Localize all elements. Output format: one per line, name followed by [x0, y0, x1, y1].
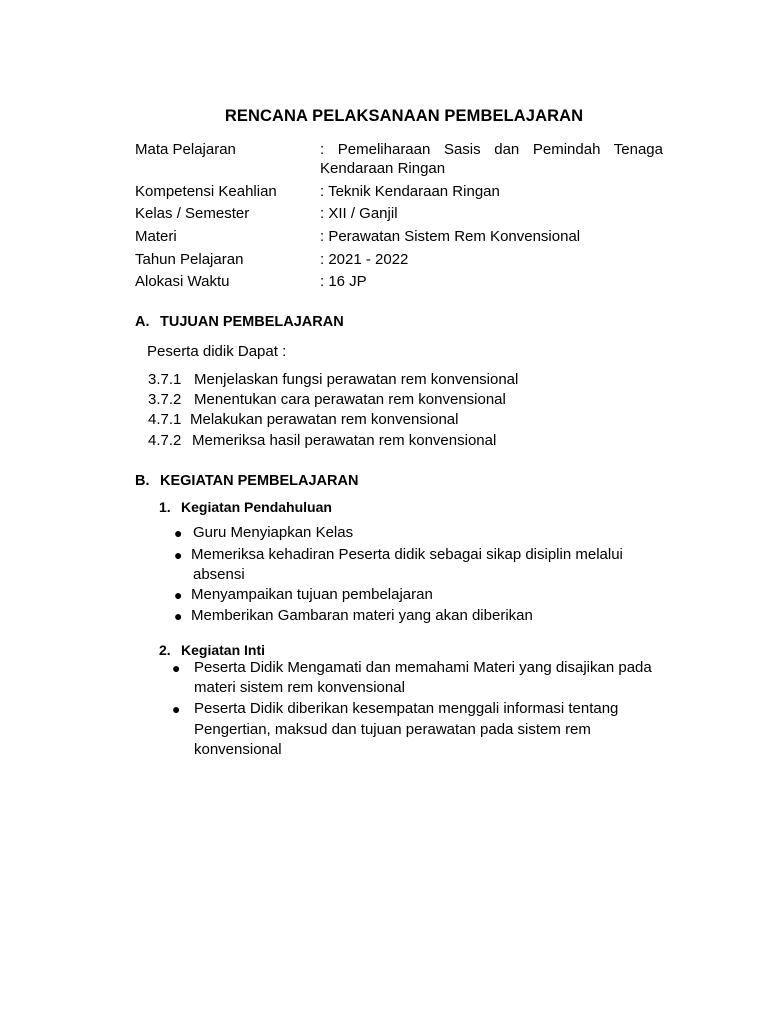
objective-item: [148, 390, 506, 410]
bullet-icon: ●: [172, 660, 181, 676]
info-value-kompetensi: : Teknik Kendaraan Ringan: [320, 183, 500, 200]
info-value-materi: : Perawatan Sistem Rem Konvensional: [320, 228, 581, 245]
activity-bullet-text: Memeriksa kehadiran Peserta didik sebagai sikap disiplin melalui: [191, 546, 623, 563]
subsection-1-heading: [159, 497, 332, 517]
info-label-mata-pelajaran: Mata Pelajaran: [135, 141, 236, 158]
info-value-kelas: : XII / Ganjil: [320, 205, 398, 222]
activity-bullet-text-cont: absensi: [193, 566, 245, 583]
activity-bullet-text: Peserta Didik diberikan kesempatan menggali informasi tentang: [194, 700, 619, 717]
bullet-icon: ●: [174, 547, 183, 563]
bullet-icon: ●: [174, 608, 183, 624]
bullet-icon: ●: [174, 525, 183, 541]
info-label-kelas: Kelas / Semester: [135, 205, 250, 222]
info-value-tahun: : 2021 - 2022: [320, 251, 409, 268]
info-label-materi: Materi: [135, 228, 177, 245]
objective-number: 4.7.2: [148, 432, 182, 449]
objective-item: [148, 370, 518, 390]
info-value-mata-pelajaran-cont: Kendaraan Ringan: [320, 160, 446, 177]
bullet-icon: ●: [174, 587, 183, 603]
activity-bullet-text: Peserta Didik Mengamati dan memahami Materi yang disajikan pada: [194, 659, 652, 676]
section-a-heading: [135, 312, 344, 332]
activity-bullet-text: Guru Menyiapkan Kelas: [193, 524, 354, 541]
objective-item: [148, 410, 458, 430]
activity-bullet-text-cont: materi sistem rem konvensional: [194, 679, 405, 696]
info-value-mata-pelajaran: : Pemeliharaan Sasis dan Pemindah Tenaga: [320, 141, 663, 158]
objective-text: Menentukan cara perawatan rem konvensional: [194, 391, 506, 408]
subsection-1-title: Kegiatan Pendahuluan: [181, 499, 332, 515]
activity-bullet-text-cont: Pengertian, maksud dan tujuan perawatan pada sistem rem: [194, 721, 591, 738]
info-label-kompetensi: Kompetensi Keahlian: [135, 183, 277, 200]
objective-text: Memeriksa hasil perawatan rem konvensional: [192, 432, 497, 449]
info-value-alokasi: : 16 JP: [320, 273, 367, 290]
objective-text: Menjelaskan fungsi perawatan rem konvensional: [194, 371, 519, 388]
subsection-1-number: 1.: [159, 499, 171, 515]
section-a-letter: A.: [135, 314, 150, 330]
document-title: RENCANA PELAKSANAAN PEMBELAJARAN: [224, 107, 584, 125]
objective-number: 3.7.2: [148, 391, 182, 408]
info-label-alokasi: Alokasi Waktu: [135, 273, 230, 290]
subsection-2-number: 2.: [159, 642, 171, 658]
subsection-2-title: Kegiatan Inti: [181, 642, 266, 658]
objective-number: 3.7.1: [148, 371, 182, 388]
activity-bullet-text: Memberikan Gambaran materi yang akan diberikan: [191, 607, 533, 624]
objective-text: Melakukan perawatan rem konvensional: [190, 411, 459, 428]
activity-bullet-text: Menyampaikan tujuan pembelajaran: [191, 586, 433, 603]
section-b-title: KEGIATAN PEMBELAJARAN: [160, 473, 359, 489]
section-a-intro: Peserta didik Dapat :: [147, 343, 287, 360]
section-b-heading: [135, 471, 358, 491]
info-label-tahun: Tahun Pelajaran: [135, 251, 244, 268]
activity-bullet-text-cont: konvensional: [194, 741, 282, 758]
section-b-letter: B.: [135, 473, 150, 489]
subsection-2-heading: [159, 640, 265, 660]
bullet-icon: ●: [172, 701, 181, 717]
section-a-title: TUJUAN PEMBELAJARAN: [160, 314, 344, 330]
objective-item: [148, 431, 496, 451]
objective-number: 4.7.1: [148, 411, 182, 428]
